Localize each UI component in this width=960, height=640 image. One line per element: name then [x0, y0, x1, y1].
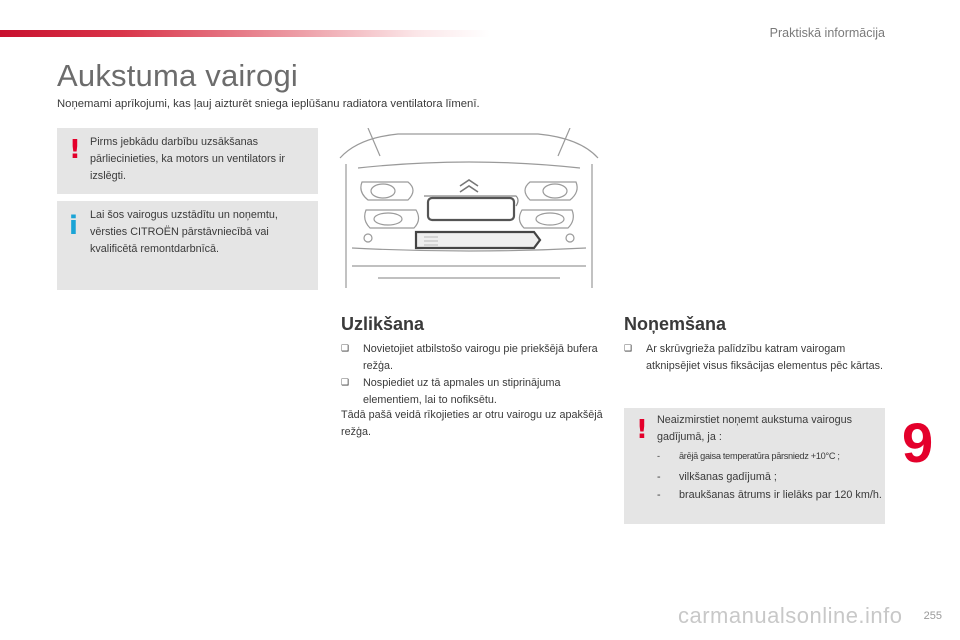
- list-item: - braukšanas ātrums ir lielāks par 120 km/h.: [657, 489, 882, 501]
- list-item: - ārējā gaisa temperatūra pārsniedz +10°C ;: [657, 451, 840, 461]
- lower-cold-shield: [416, 232, 540, 248]
- list-item: ❑ Novietojiet atbilstošo vairogu pie priekšējā bufera režģa.: [341, 343, 598, 372]
- car-front-illustration: [338, 128, 600, 293]
- reminder-heading: Neaizmirstiet noņemt aukstuma vairogus gadījumā, ja :: [657, 414, 853, 443]
- page-title: Aukstuma vairogi: [57, 58, 298, 93]
- list-item: ❑ Nospiediet uz tā apmales un stiprinājuma elementiem, lai to nofiksētu.: [341, 377, 561, 406]
- checkbox-icon: ❑: [624, 344, 633, 354]
- removal-heading: Noņemšana: [624, 314, 727, 334]
- list-item: ❑ Ar skrūvgrieža palīdzību katram vairogam atknipsējiet visus fiksācijas elementus pēc kārtas.: [624, 343, 884, 372]
- warning-note-removal: [624, 408, 885, 524]
- warning-note-text: Pirms jebkādu darbību uzsākšanas pārliecinieties, ka motors un ventilators ir izslēgti.: [90, 136, 286, 182]
- watermark: carmanualsonline.info: [678, 603, 903, 628]
- page-subtitle: Noņemami aprīkojumi, kas ļauj aizturēt sniega ieplūšanu radiatora ventilatora līmenī.: [57, 98, 480, 110]
- checkbox-icon: ❑: [341, 378, 350, 388]
- fitting-steps: [341, 341, 601, 409]
- info-icon: i: [69, 211, 78, 241]
- chapter-number: 9: [902, 411, 934, 474]
- reminder-list: [657, 448, 883, 505]
- checkbox-icon: ❑: [341, 344, 350, 354]
- page-number: 255: [923, 610, 942, 622]
- warning-note-engine: [57, 128, 318, 194]
- info-note-text: Lai šos vairogus uzstādītu un noņemtu, vērsties CITROËN pārstāvniecībā vai kvalificētā remontdarbnīcā.: [90, 209, 278, 255]
- header-accent-bar: [0, 30, 490, 37]
- fitting-paragraph: Tādā pašā veidā rīkojieties ar otru vairogu uz apakšējā režģa.: [341, 409, 603, 438]
- section-label: Praktiskā informācija: [769, 26, 885, 40]
- upper-cold-shield: [428, 198, 514, 220]
- removal-steps: [624, 341, 886, 375]
- fitting-heading: Uzlikšana: [341, 314, 425, 334]
- exclamation-icon: !: [69, 135, 81, 165]
- list-item: - vilkšanas gadījumā ;: [657, 471, 777, 483]
- exclamation-icon: !: [636, 415, 648, 445]
- info-note-dealer: [57, 201, 318, 290]
